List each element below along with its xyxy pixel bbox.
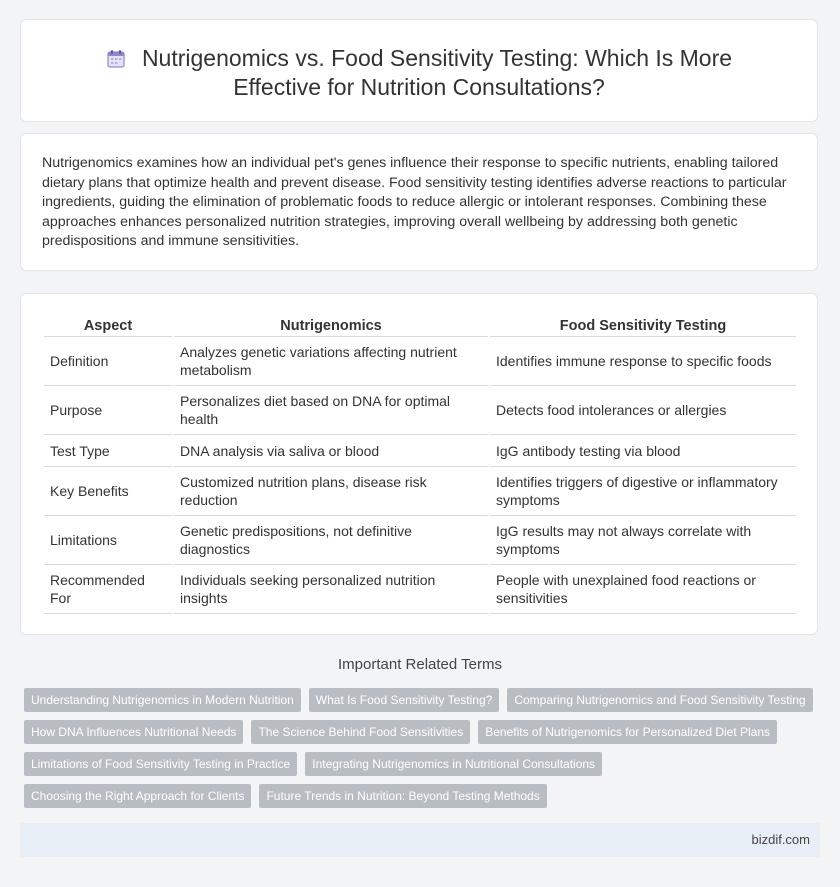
footer-bar (20, 823, 820, 857)
calendar-icon (106, 47, 126, 67)
row-aspect: Key Benefits (44, 467, 172, 516)
related-term-tag[interactable]: Future Trends in Nutrition: Beyond Testing Methods (259, 784, 546, 808)
related-term-tag[interactable]: Understanding Nutrigenomics in Modern Nutrition (24, 688, 301, 712)
related-term-tag[interactable]: The Science Behind Food Sensitivities (251, 720, 470, 744)
header-aspect: Aspect (44, 316, 172, 337)
row-nutrigenomics: Analyzes genetic variations affecting nutrient metabolism (174, 337, 488, 386)
table-row (44, 337, 796, 386)
related-term-tag[interactable]: How DNA Influences Nutritional Needs (24, 720, 243, 744)
row-food-sensitivity: Detects food intolerances or allergies (490, 386, 796, 435)
row-food-sensitivity: IgG antibody testing via blood (490, 435, 796, 467)
row-food-sensitivity: People with unexplained food reactions or sensitivities (490, 565, 796, 614)
header-food-sensitivity: Food Sensitivity Testing (490, 316, 796, 337)
table-row (44, 435, 796, 467)
table-row (44, 516, 796, 565)
related-term-tag[interactable]: Limitations of Food Sensitivity Testing in Practice (24, 752, 297, 776)
row-aspect: Purpose (44, 386, 172, 435)
row-nutrigenomics: Genetic predispositions, not definitive diagnostics (174, 516, 488, 565)
row-aspect: Definition (44, 337, 172, 386)
footer-site-link[interactable]: bizdif.com (751, 832, 810, 847)
row-food-sensitivity: IgG results may not always correlate with symptoms (490, 516, 796, 565)
row-aspect: Limitations (44, 516, 172, 565)
row-food-sensitivity: Identifies immune response to specific foods (490, 337, 796, 386)
header-nutrigenomics: Nutrigenomics (174, 316, 488, 337)
table-row (44, 467, 796, 516)
row-nutrigenomics: DNA analysis via saliva or blood (174, 435, 488, 467)
related-term-tag[interactable]: Comparing Nutrigenomics and Food Sensitivity Testing (507, 688, 812, 712)
related-terms-list (24, 688, 824, 816)
row-aspect: Test Type (44, 435, 172, 467)
row-nutrigenomics: Individuals seeking personalized nutrition insights (174, 565, 488, 614)
row-nutrigenomics: Customized nutrition plans, disease risk reduction (174, 467, 488, 516)
intro-card (20, 133, 818, 271)
row-nutrigenomics: Personalizes diet based on DNA for optimal health (174, 386, 488, 435)
page-title-wrap (21, 44, 817, 102)
row-food-sensitivity: Identifies triggers of digestive or inflammatory symptoms (490, 467, 796, 516)
row-aspect: Recommended For (44, 565, 172, 614)
table-row (44, 565, 796, 614)
header-card (20, 19, 818, 122)
table-row (44, 386, 796, 435)
page-title: Nutrigenomics vs. Food Sensitivity Testing: Which Is More Effective for Nutrition Consultations? (141, 45, 733, 100)
related-term-tag[interactable]: Benefits of Nutrigenomics for Personalized Diet Plans (478, 720, 777, 744)
related-term-tag[interactable]: Integrating Nutrigenomics in Nutritional Consultations (305, 752, 602, 776)
related-terms-heading: Important Related Terms (338, 656, 502, 673)
comparison-table (42, 316, 798, 614)
intro-paragraph: Nutrigenomics examines how an individual pet's genes influence their response to specific nutrients, enabling tailored dietary plans that optimize health and prevent disease. Food sensitivity testing identifies adverse reactions to particular ingredients, guiding the elimination of problematic foods to reduce allergic or intolerant responses. Combining these approaches enhances personalized nutrition strategies, improving overall wellbeing by addressing both genetic predispositions and immune sensitivities. (42, 155, 787, 249)
related-term-tag[interactable]: Choosing the Right Approach for Clients (24, 784, 251, 808)
comparison-card (20, 293, 818, 635)
table-header-row (44, 316, 796, 337)
related-term-tag[interactable]: What Is Food Sensitivity Testing? (309, 688, 500, 712)
